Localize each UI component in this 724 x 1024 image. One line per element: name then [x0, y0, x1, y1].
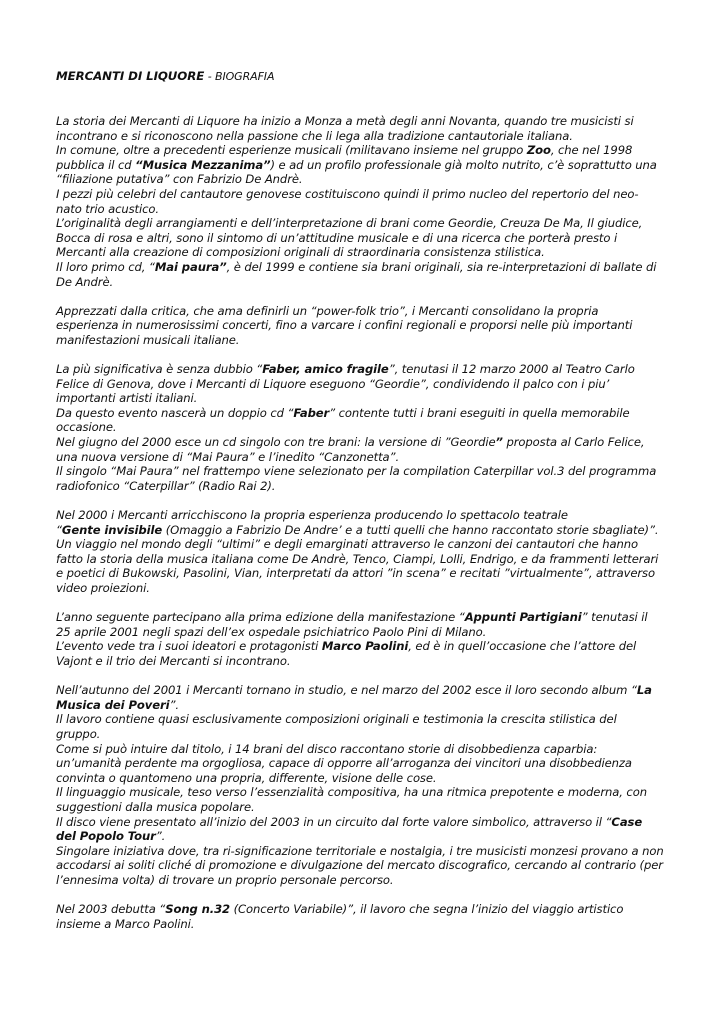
- text-line: [56, 639, 664, 668]
- emphasized-text: Appunti Partigiani: [464, 610, 582, 625]
- text-line: [56, 114, 664, 143]
- text-line: [56, 902, 664, 931]
- text-line: [56, 508, 664, 523]
- text-run: Nel 2003 debutta “: [56, 902, 166, 917]
- text-line: [56, 216, 664, 260]
- text-run: L’anno seguente partecipano alla prima edizione della manifestazione “: [56, 610, 465, 625]
- text-run: proposta al Carlo Felice, una nuova versione di “Mai Paura” e l’inedito “Canzonetta”.: [56, 435, 645, 464]
- text-run: (Concerto Variabile)”, il lavoro che segna l’inizio del viaggio artistico insieme a Marco Paolini.: [56, 902, 624, 931]
- text-line: [56, 304, 664, 348]
- emphasized-text: La Musica dei Poveri: [56, 683, 652, 712]
- text-run: Singolare iniziativa dove, tra ri-significazione territoriale e nostalgia, i tre musicisti monzesi provano a non accodarsi ai soliti cliché di promozione e divulgazione del mercato discografico, cercando al contrario (per l’ennesima volta) di trovare un proprio personale percorso.: [56, 843, 664, 887]
- text-run: La più significativa è senza dubbio “: [56, 362, 263, 377]
- text-run: Nell’autunno del 2001 i Mercanti tornano in studio, e nel marzo del 2002 esce il loro secondo album “: [56, 683, 637, 698]
- text-run: Da questo evento nascerà un doppio cd “: [56, 405, 294, 420]
- text-run: L’originalità degli arrangiamenti e dell’interpretazione di brani come Geordie, Creuza De Ma, Il giudice, Bocca di rosa e altri, sono il sintomo di un’attitudine musicale e di una ricerca che porterà presto i Mercanti alla creazione di composizioni originali di straordinaria consistenza stilistica.: [56, 216, 643, 260]
- paragraph: [56, 683, 664, 887]
- text-line: [56, 523, 664, 596]
- emphasized-text: Faber, amico fragile: [262, 362, 389, 377]
- text-line: [56, 815, 664, 844]
- text-line: [56, 260, 664, 289]
- text-run: Il lavoro contiene quasi esclusivamente composizioni originali e testimonia la crescita stilistica del gruppo.: [56, 712, 617, 741]
- paragraph: [56, 610, 664, 668]
- text-run: Nel 2000 i Mercanti arricchiscono la propria esperienza producendo lo spettacolo teatrale: [56, 508, 568, 523]
- text-line: [56, 610, 664, 639]
- text-run: Nel giugno del 2000 esce un cd singolo con tre brani: la versione di ”Geordie: [56, 435, 496, 450]
- text-run: I pezzi più celebri del cantautore genovese costituiscono quindi il primo nucleo del repertorio del neo-nato trio acustico.: [56, 186, 639, 216]
- text-line: [56, 406, 664, 435]
- document-page: [56, 68, 664, 946]
- document-title: [56, 68, 664, 85]
- text-run: In comune, oltre a precedenti esperienze musicali (militavano insieme nel gruppo: [56, 143, 527, 158]
- text-line: [56, 464, 664, 493]
- text-line: [56, 683, 664, 712]
- emphasized-text: Marco Paolini: [321, 639, 409, 654]
- text-run: Il loro primo cd, “: [56, 259, 155, 274]
- text-run: ”.: [169, 697, 179, 712]
- title-subtitle: - BIOGRAFIA: [207, 70, 275, 83]
- text-run: , che nel 1998 pubblica il cd: [56, 143, 633, 172]
- text-run: La storia dei Mercanti di Liquore ha inizio a Monza a metà degli anni Novanta, quando tre musicisti si incontrano e si riconoscono nella passione che li lega alla tradizione cantautoriale italiana.: [56, 114, 634, 143]
- paragraph: [56, 362, 664, 493]
- emphasized-text: Mai paura”: [154, 259, 227, 274]
- paragraph: [56, 508, 664, 596]
- text-run: ”, tenutasi il 12 marzo 2000 al Teatro Carlo Felice di Genova, dove i Mercanti di Liquore eseguono “Geordie”, condividendo il palco con i piu’ importanti artisti italiani.: [56, 362, 635, 406]
- emphasized-text: Gente invisibile: [61, 522, 163, 537]
- text-line: [56, 143, 664, 187]
- emphasized-text: Faber: [293, 405, 330, 420]
- text-run: Il singolo “Mai Paura” nel frattempo viene selezionato per la compilation Caterpillar vol.3 del programma radiofonico “Caterpillar” (Radio Rai 2).: [56, 464, 657, 493]
- text-run: , ed è in quell’occasione che l’attore del Vajont e il trio dei Mercanti si incontrano.: [56, 639, 637, 668]
- text-run: ”.: [155, 829, 166, 844]
- emphasized-text: Zoo: [526, 143, 551, 158]
- text-run: (Omaggio a Fabrizio De Andre’ e a tutti quelli che hanno raccontato storie sbagliate)”. Un viaggio nel mondo degli “ultimi” e degli emarginati attraverso le canzoni dei cantautori che hanno fatto la storia della musica italiana come De Andrè, Tenco, Ciampi, Lolli, Endrigo, e da frammenti letterari e poetici di Bukowski, Pasolini, Vian, interpretati da attori ”in scena” e recitati ”virtualmente”, attraverso video proiezioni.: [56, 522, 659, 595]
- text-run: “: [56, 522, 62, 537]
- text-run: ) e ad un profilo professionale già molto nutrito, c’è soprattutto una “filiazione putativa” con Fabrizio De Andrè.: [56, 157, 657, 187]
- text-run: Il disco viene presentato all’inizio del 2003 in un circuito dal forte valore simbolico, attraverso il “: [56, 814, 612, 829]
- title-main: MERCANTI DI LIQUORE: [56, 69, 205, 83]
- text-line: [56, 187, 664, 216]
- biography-body: [56, 114, 664, 931]
- text-run: L’evento vede tra i suoi ideatori e protagonisti: [56, 639, 322, 654]
- text-line: [56, 712, 664, 741]
- text-run: ” contente tutti i brani eseguiti in quella memorabile occasione.: [56, 405, 630, 435]
- paragraph: [56, 304, 664, 348]
- text-run: , è del 1999 e contiene sia brani originali, sia re-interpretazioni di ballate di De Andrè.: [56, 259, 657, 289]
- paragraph: [56, 902, 664, 931]
- text-line: [56, 362, 664, 406]
- text-line: [56, 435, 664, 464]
- text-run: Il linguaggio musicale, teso verso l’essenzialità compositiva, ha una ritmica prepotente e moderna, con suggestioni dalla musica popolare.: [56, 785, 647, 814]
- paragraph: [56, 114, 664, 289]
- text-line: [56, 844, 664, 888]
- text-run: Apprezzati dalla critica, che ama definirli un “power-folk trio”, i Mercanti consolidano la propria esperienza in numerosissimi concerti, fino a varcare i confini regionali e proporsi nelle più importanti manifestazioni musicali italiane.: [56, 303, 633, 347]
- emphasized-text: Case del Popolo Tour: [56, 814, 643, 844]
- emphasized-text: ”: [495, 435, 503, 450]
- emphasized-text: Song n.32: [165, 902, 230, 917]
- text-run: ” tenutasi il 25 aprile 2001 negli spazi dell’ex ospedale psichiatrico Paolo Pini di Milano.: [56, 610, 648, 639]
- text-run: Come si può intuire dal titolo, i 14 brani del disco raccontano storie di disobbedienza caparbia: un’umanità perdente ma orgogliosa, capace di opporre all’arroganza dei vincitori una disobbedienza convinta o quantomeno una propria, differente, visione delle cose.: [56, 741, 632, 785]
- emphasized-text: “Musica Mezzanima”: [135, 157, 271, 172]
- text-line: [56, 742, 664, 786]
- text-line: [56, 785, 664, 814]
